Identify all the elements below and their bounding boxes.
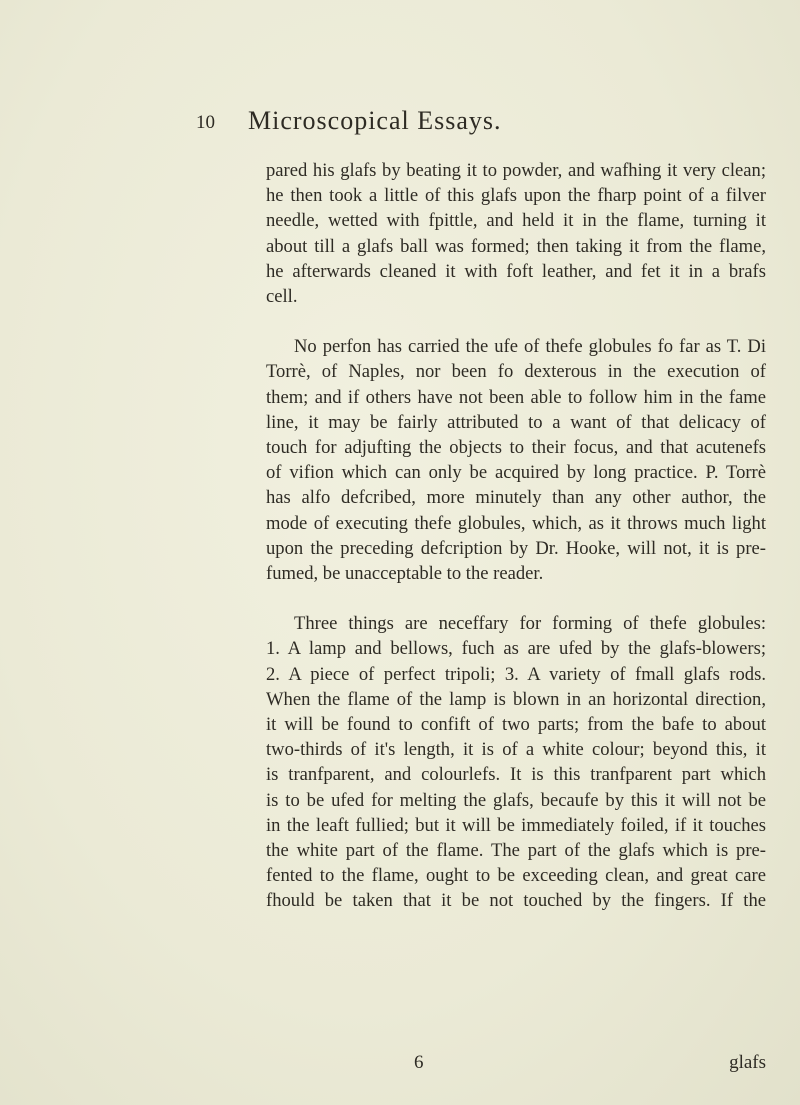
text-line: line, it may be fairly attributed to a want of that delicacy of [266,411,766,433]
text-line: in the leaft fullied; but it will be immediately foiled, if it touches [266,814,766,836]
text-line: of vifion which can only be acquired by long practice. P. Torrè [266,462,766,484]
text-line: them; and if others have not been able to follow him in the fame [266,386,766,408]
text-line: fented to the flame, ought to be exceeding clean, and great care [266,865,766,887]
text-line: about till a glafs ball was formed; then taking it from the flame, [266,235,766,257]
text-line: two-thirds of it's length, it is of a white colour; beyond this, it [266,739,766,761]
paragraph-3 [266,611,766,913]
page-header [196,106,756,142]
text-line: mode of executing thefe globules, which, as it throws much light [266,512,766,534]
text-line: the white part of the flame. The part of the glafs which is pre- [266,840,766,862]
text-line: No perfon has carried the ufe of thefe globules fo far as T. Di [294,336,766,358]
text-line: is to be ufed for melting the glafs, becaufe by this it will not be [266,789,766,811]
running-head: Microscopical Essays. [248,106,502,135]
text-line: touch for adjufting the objects to their focus, and that acutenefs [266,437,766,459]
text-line: fhould be taken that it be not touched by the fingers. If the [266,890,766,912]
text-line: 1. A lamp and bellows, fuch as are ufed by the glafs-blowers; [266,638,766,660]
catchword: glafs [729,1052,766,1073]
text-line: Three things are neceffary for forming of thefe globules: [294,613,766,635]
paragraph-2 [266,334,766,586]
page-number: 10 [196,112,215,133]
signature-mark: 6 [414,1052,424,1073]
text-line: needle, wetted with fpittle, and held it in the flame, turning it [266,210,766,232]
text-line: When the flame of the lamp is blown in an horizontal direction, [266,688,766,710]
text-line: he then took a little of this glafs upon the fharp point of a filver [266,185,766,207]
text-line: he afterwards cleaned it with foft leather, and fet it in a brafs [266,260,766,282]
text-line: it will be found to confift of two parts; from the bafe to about [266,714,766,736]
page-footer [266,1052,766,1080]
text-line: pared his glafs by beating it to powder, and wafhing it very clean; [266,160,766,181]
body-text [266,158,766,914]
text-line: cell. [266,286,298,308]
text-line: is tranfparent, and colourlefs. It is this tranfparent part which [266,764,766,786]
text-line: Torrè, of Naples, nor been fo dexterous in the execution of [266,361,766,383]
paragraph-1 [266,158,766,309]
text-line: has alfo defcribed, more minutely than any other author, the [266,487,766,509]
text-line: fumed, be unacceptable to the reader. [266,563,544,585]
text-line: 2. A piece of perfect tripoli; 3. A variety of fmall glafs rods. [266,663,766,685]
text-line: upon the preceding defcription by Dr. Hooke, will not, it is pre- [266,537,766,559]
